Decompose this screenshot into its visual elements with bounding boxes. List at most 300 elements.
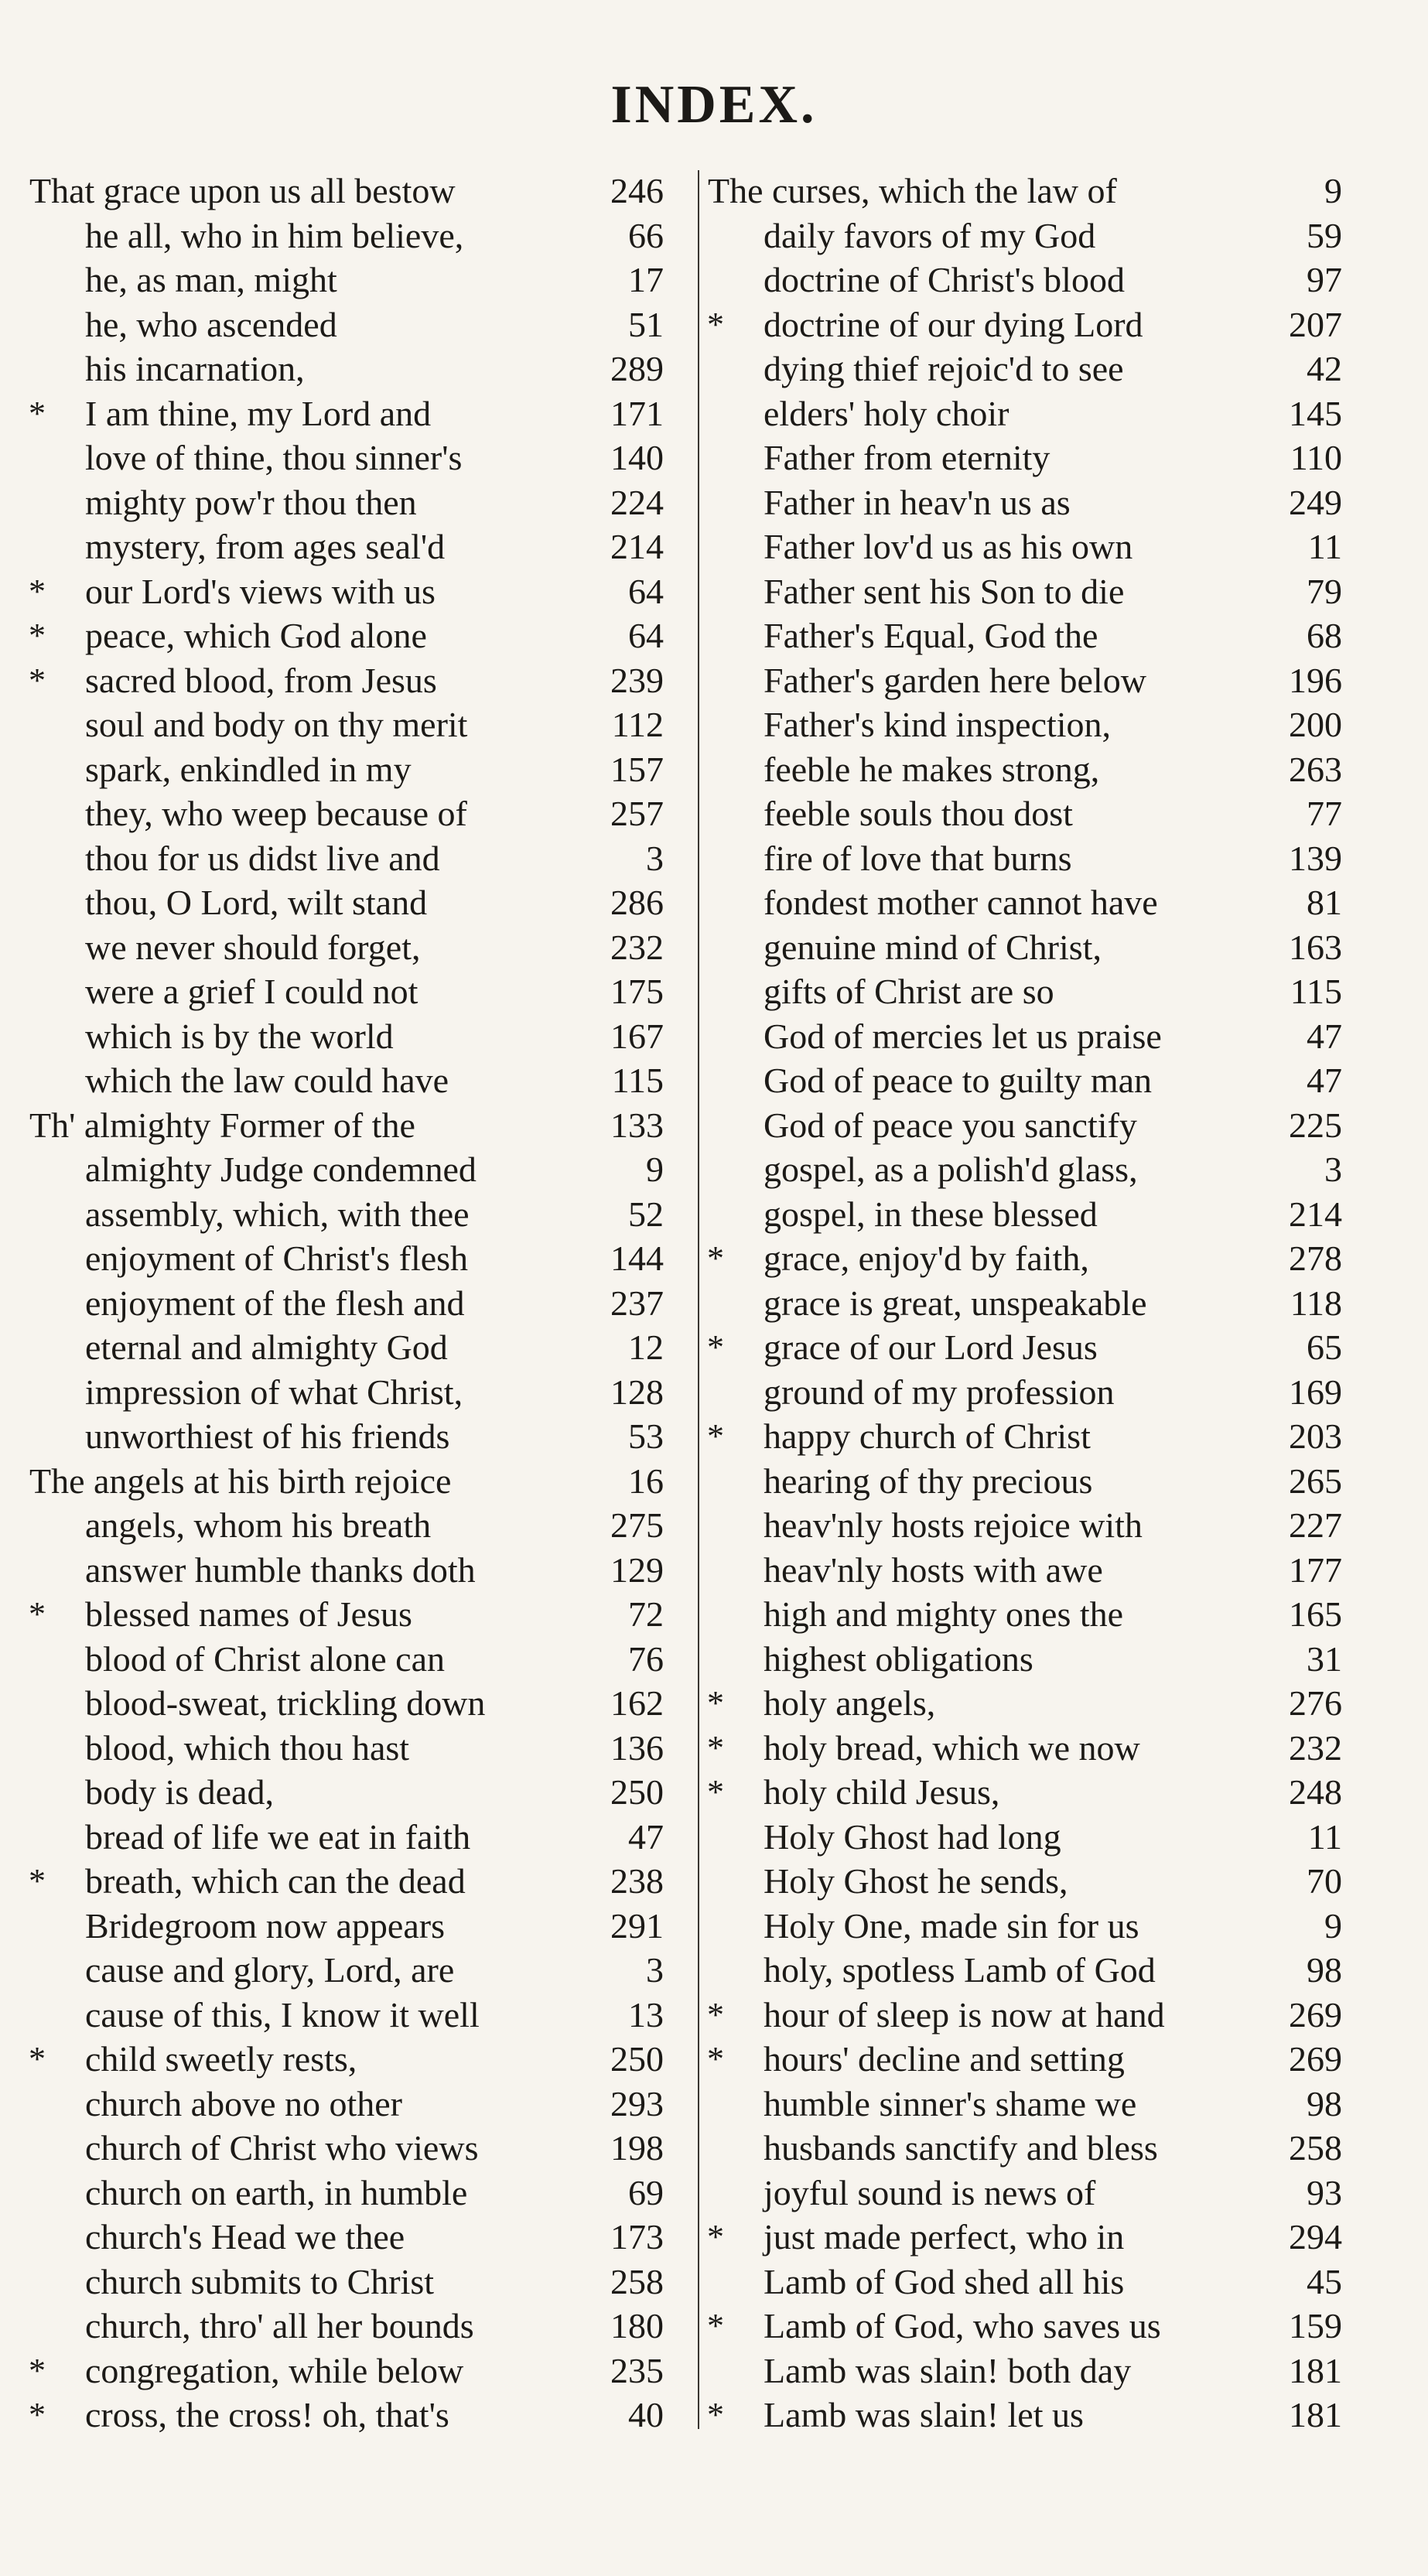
- first-line-text: eternal and almighty God: [85, 1327, 448, 1367]
- index-entry: [700, 1281, 1342, 1326]
- first-line-text: holy bread, which we now: [764, 1727, 1140, 1768]
- index-entry: [700, 791, 1342, 836]
- first-line-text: highest obligations: [764, 1638, 1033, 1679]
- first-line-text: hearing of thy precious: [764, 1461, 1093, 1501]
- first-line-text: were a grief I could not: [85, 972, 418, 1011]
- asterisk-marker: *: [707, 1728, 724, 1767]
- first-line-text: he, as man, might: [85, 260, 337, 299]
- index-entry: [22, 925, 664, 970]
- index-entry: [22, 1770, 664, 1815]
- first-line-text: grace is great, unspeakable: [764, 1283, 1147, 1323]
- first-line-text: just made perfect, who in: [764, 2217, 1125, 2257]
- page-number: 97: [1307, 260, 1342, 299]
- first-line-text: assembly, which, with thee: [85, 1194, 470, 1234]
- first-line-text: thou for us didst live and: [85, 838, 440, 878]
- first-line-text: God of peace to guilty man: [764, 1061, 1153, 1100]
- page-number: 70: [1307, 1861, 1342, 1901]
- asterisk-marker: *: [29, 661, 46, 699]
- page-number: 139: [1289, 838, 1342, 878]
- index-entry: [22, 1859, 664, 1904]
- index-entry: [700, 258, 1342, 302]
- index-entry: [700, 2037, 1342, 2082]
- index-entry: [22, 1503, 664, 1548]
- index-entry: [700, 1503, 1342, 1548]
- first-line-text: blood-sweat, trickling down: [85, 1683, 486, 1723]
- index-entry: [22, 2215, 664, 2260]
- index-entry: [700, 2171, 1342, 2216]
- asterisk-marker: *: [29, 617, 46, 654]
- first-line-text: Lamb was slain! let us: [764, 2395, 1084, 2434]
- page-number: 177: [1289, 1549, 1342, 1590]
- first-line-text: our Lord's views with us: [85, 571, 436, 611]
- first-line-text: blood, which thou hast: [85, 1727, 410, 1768]
- index-entry: [22, 436, 664, 480]
- index-entry: [22, 302, 664, 347]
- index-entry: [700, 747, 1342, 792]
- index-entry: [22, 1058, 664, 1103]
- index-entry: [700, 1370, 1342, 1415]
- page-number: 214: [610, 527, 664, 566]
- page-number: 276: [1289, 1683, 1342, 1723]
- first-line-text: enjoyment of Christ's flesh: [85, 1238, 469, 1278]
- index-entry: [700, 2349, 1342, 2393]
- page-number: 59: [1307, 215, 1342, 255]
- index-entry: [22, 1370, 664, 1415]
- page-number: 269: [1289, 2039, 1342, 2079]
- page-number: 263: [1289, 749, 1342, 789]
- page-number: 81: [1307, 883, 1342, 922]
- index-entry: [22, 1592, 664, 1637]
- index-entry: [22, 880, 664, 925]
- first-line-text: hour of sleep is now at hand: [764, 1994, 1165, 2034]
- index-entry: [700, 347, 1342, 391]
- first-line-text: peace, which God alone: [85, 616, 427, 655]
- first-line-text: fondest mother cannot have: [764, 883, 1158, 922]
- first-line-text: body is dead,: [85, 1772, 275, 1812]
- asterisk-marker: *: [29, 2396, 46, 2434]
- index-entry: [700, 2126, 1342, 2171]
- asterisk-marker: *: [707, 1773, 724, 1811]
- page-number: 47: [1307, 1061, 1342, 1100]
- first-line-text: joyful sound is news of: [764, 2172, 1096, 2212]
- page-number: 286: [610, 883, 664, 922]
- page-number: 47: [628, 1816, 664, 1857]
- first-line-text: Father from eternity: [764, 438, 1051, 477]
- first-line-text: mighty pow'r thou then: [85, 482, 417, 522]
- page-number: 112: [611, 705, 664, 744]
- first-line-text: love of thine, thou sinner's: [85, 438, 463, 477]
- page-number: 64: [628, 616, 664, 655]
- index-entry: [22, 2393, 664, 2438]
- index-entry: [700, 1459, 1342, 1504]
- page-number: 11: [1307, 1816, 1342, 1857]
- index-entry: [700, 1726, 1342, 1771]
- index-entry: [700, 1548, 1342, 1593]
- index-entry: [22, 1325, 664, 1370]
- index-entry: [22, 1236, 664, 1281]
- index-entry: [22, 1948, 664, 1993]
- first-line-text: holy angels,: [764, 1683, 936, 1723]
- first-line-text: grace, enjoy'd by faith,: [764, 1238, 1089, 1278]
- page-number: 17: [628, 260, 664, 299]
- index-entry: [22, 747, 664, 792]
- page-number: 157: [610, 749, 664, 789]
- page-number: 79: [1307, 571, 1342, 611]
- first-line-text: genuine mind of Christ,: [764, 927, 1102, 967]
- index-entry: [22, 569, 664, 614]
- first-line-text: church's Head we thee: [85, 2217, 405, 2257]
- index-entry: [22, 391, 664, 436]
- index-entry: [22, 613, 664, 658]
- first-line-text: which the law could have: [85, 1061, 449, 1100]
- first-line-text: doctrine of our dying Lord: [764, 304, 1143, 344]
- page-number: 167: [610, 1016, 664, 1056]
- page-number: 16: [628, 1461, 664, 1501]
- index-entry: [700, 1770, 1342, 1815]
- page-number: 278: [1289, 1238, 1342, 1278]
- first-line-text: Father's kind inspection,: [764, 705, 1112, 744]
- first-line-text: Holy One, made sin for us: [764, 1905, 1139, 1946]
- index-entry: [22, 2260, 664, 2304]
- index-entry: [22, 836, 664, 881]
- first-line-text: happy church of Christ: [764, 1416, 1091, 1456]
- index-entry: [700, 969, 1342, 1014]
- page-number: 69: [628, 2172, 664, 2212]
- first-line-text: holy, spotless Lamb of God: [764, 1950, 1156, 1990]
- first-line-text: Lamb was slain! both day: [764, 2350, 1132, 2390]
- asterisk-marker: *: [707, 2396, 724, 2434]
- index-entry: [700, 2082, 1342, 2127]
- first-line-text: Lamb of God shed all his: [764, 2261, 1125, 2301]
- first-line-text: Th' almighty Former of the: [29, 1105, 415, 1145]
- page-number: 42: [1307, 349, 1342, 388]
- page-number: 165: [1289, 1594, 1342, 1634]
- index-entry: [22, 1192, 664, 1237]
- first-line-text: he, who ascended: [85, 304, 337, 344]
- index-column-left: [22, 169, 664, 2438]
- page-number: 246: [610, 171, 664, 210]
- index-entry: [22, 1414, 664, 1459]
- page-number: 12: [628, 1327, 664, 1367]
- first-line-text: dying thief rejoic'd to see: [764, 349, 1124, 388]
- first-line-text: Father lov'd us as his own: [764, 527, 1133, 566]
- first-line-text: humble sinner's shame we: [764, 2083, 1137, 2123]
- index-entry: [700, 1637, 1342, 1682]
- first-line-text: husbands sanctify and bless: [764, 2128, 1158, 2168]
- index-entry: [700, 1192, 1342, 1237]
- first-line-text: gospel, as a polish'd glass,: [764, 1150, 1138, 1189]
- asterisk-marker: *: [29, 1862, 46, 1900]
- index-entry: [700, 480, 1342, 525]
- page-number: 227: [1289, 1505, 1342, 1545]
- page-number: 66: [628, 215, 664, 255]
- index-entry: [22, 791, 664, 836]
- first-line-text: church on earth, in humble: [85, 2172, 468, 2212]
- first-line-text: congregation, while below: [85, 2350, 464, 2390]
- page-number: 196: [1289, 660, 1342, 700]
- page-number: 31: [1307, 1638, 1342, 1679]
- index-entry: [22, 702, 664, 747]
- first-line-text: spark, enkindled in my: [85, 749, 412, 789]
- index-entry: [22, 969, 664, 1014]
- first-line-text: Holy Ghost he sends,: [764, 1861, 1068, 1901]
- index-entry: [22, 1103, 664, 1148]
- index-entry: [22, 1726, 664, 1771]
- page-number: 257: [610, 794, 664, 833]
- index-entry: [22, 1637, 664, 1682]
- index-entry: [700, 1103, 1342, 1148]
- first-line-text: elders' holy choir: [764, 393, 1010, 433]
- index-entry: [700, 569, 1342, 614]
- first-line-text: heav'nly hosts rejoice with: [764, 1505, 1143, 1545]
- index-entry: [22, 2304, 664, 2349]
- first-line-text: he all, who in him believe,: [85, 215, 464, 255]
- asterisk-marker: *: [707, 2040, 724, 2078]
- first-line-text: cause and glory, Lord, are: [85, 1950, 455, 1990]
- index-entry: [22, 1147, 664, 1192]
- index-entry: [22, 258, 664, 302]
- index-entry: [22, 2082, 664, 2127]
- page-number: 249: [1289, 482, 1342, 522]
- index-entry: [700, 2260, 1342, 2304]
- first-line-text: blood of Christ alone can: [85, 1638, 446, 1679]
- index-entry: [700, 1014, 1342, 1059]
- page-number: 98: [1307, 1950, 1342, 1990]
- first-line-text: church above no other: [85, 2083, 403, 2123]
- page-number: 98: [1307, 2083, 1342, 2123]
- page-number: 115: [1290, 972, 1342, 1011]
- first-line-text: That grace upon us all bestow: [29, 171, 456, 210]
- page-number: 68: [1307, 616, 1342, 655]
- page-number: 173: [610, 2217, 664, 2257]
- first-line-text: answer humble thanks doth: [85, 1549, 476, 1590]
- asterisk-marker: *: [707, 1328, 724, 1366]
- first-line-text: unworthiest of his friends: [85, 1416, 450, 1456]
- index-entry: [700, 1147, 1342, 1192]
- asterisk-marker: *: [29, 1595, 46, 1633]
- page-number: 258: [610, 2261, 664, 2301]
- asterisk-marker: *: [707, 1417, 724, 1455]
- index-column-right: [700, 169, 1342, 2438]
- index-entry: [700, 524, 1342, 569]
- first-line-text: which is by the world: [85, 1016, 394, 1056]
- page-number: 77: [1307, 794, 1342, 833]
- page-number: 235: [610, 2350, 664, 2390]
- first-line-text: feeble souls thou dost: [764, 794, 1073, 833]
- page-number: 214: [1289, 1194, 1342, 1234]
- first-line-text: cause of this, I know it well: [85, 1994, 480, 2034]
- page-number: 207: [1289, 304, 1342, 344]
- first-line-text: impression of what Christ,: [85, 1372, 463, 1412]
- asterisk-marker: *: [707, 1684, 724, 1722]
- page-number: 180: [610, 2306, 664, 2345]
- index-entry: [700, 1681, 1342, 1726]
- index-entry: [22, 1681, 664, 1726]
- page-number: 110: [1290, 438, 1342, 477]
- first-line-text: cross, the cross! oh, that's: [85, 2395, 449, 2434]
- page-number: 265: [1289, 1461, 1342, 1501]
- first-line-text: holy child Jesus,: [764, 1772, 1000, 1812]
- first-line-text: we never should forget,: [85, 927, 421, 967]
- index-entry: [700, 1592, 1342, 1637]
- page-number: 163: [1289, 927, 1342, 967]
- index-entry: [22, 1815, 664, 1860]
- index-entry: [700, 1948, 1342, 1993]
- page-number: 145: [1289, 393, 1342, 433]
- index-entry: [700, 2393, 1342, 2438]
- page-number: 76: [628, 1638, 664, 1679]
- index-entry: [22, 480, 664, 525]
- index-entry: [700, 2304, 1342, 2349]
- first-line-text: Holy Ghost had long: [764, 1816, 1061, 1857]
- page-number: 53: [628, 1416, 664, 1456]
- first-line-text: The curses, which the law of: [708, 171, 1117, 210]
- index-entry: [22, 169, 664, 214]
- page-number: 136: [610, 1727, 664, 1768]
- page-number: 47: [1307, 1016, 1342, 1056]
- index-entry: [700, 1904, 1342, 1949]
- page-number: 237: [610, 1283, 664, 1323]
- page-number: 13: [628, 1994, 664, 2034]
- index-entry: [22, 214, 664, 258]
- page-number: 232: [610, 927, 664, 967]
- first-line-text: high and mighty ones the: [764, 1594, 1124, 1634]
- index-entry: [22, 347, 664, 391]
- index-entry: [700, 2215, 1342, 2260]
- index-entry: [700, 1414, 1342, 1459]
- first-line-text: blessed names of Jesus: [85, 1594, 412, 1634]
- index-entry: [22, 524, 664, 569]
- first-line-text: gospel, in these blessed: [764, 1194, 1098, 1234]
- page-number: 140: [610, 438, 664, 477]
- page-number: 250: [610, 2039, 664, 2079]
- column-divider: [698, 170, 699, 2429]
- page-number: 289: [610, 349, 664, 388]
- page-number: 224: [610, 482, 664, 522]
- page-number: 9: [1324, 1905, 1342, 1946]
- index-entry: [700, 1993, 1342, 2038]
- page-number: 129: [610, 1549, 664, 1590]
- first-line-text: soul and body on thy merit: [85, 705, 468, 744]
- first-line-text: sacred blood, from Jesus: [85, 660, 437, 700]
- page-number: 128: [610, 1372, 664, 1412]
- first-line-text: The angels at his birth rejoice: [29, 1461, 452, 1501]
- first-line-text: church submits to Christ: [85, 2261, 435, 2301]
- first-line-text: fire of love that burns: [764, 838, 1072, 878]
- first-line-text: gifts of Christ are so: [764, 972, 1054, 1011]
- page-number: 269: [1289, 1994, 1342, 2034]
- first-line-text: ground of my profession: [764, 1372, 1115, 1412]
- first-line-text: breath, which can the dead: [85, 1861, 466, 1901]
- page-number: 171: [610, 393, 664, 433]
- page-number: 181: [1289, 2350, 1342, 2390]
- first-line-text: mystery, from ages seal'd: [85, 527, 446, 566]
- index-entry: [700, 702, 1342, 747]
- index-entry: [22, 1548, 664, 1593]
- page-number: 258: [1289, 2128, 1342, 2168]
- first-line-text: doctrine of Christ's blood: [764, 260, 1125, 299]
- page-heading: INDEX.: [610, 75, 818, 135]
- first-line-text: church of Christ who views: [85, 2128, 479, 2168]
- page-number: 64: [628, 571, 664, 611]
- asterisk-marker: *: [707, 1995, 724, 2034]
- index-entry: [22, 1904, 664, 1949]
- first-line-text: almighty Judge condemned: [85, 1150, 477, 1189]
- page-number: 238: [610, 1861, 664, 1901]
- first-line-text: bread of life we eat in faith: [85, 1816, 471, 1857]
- page-number: 169: [1289, 1372, 1342, 1412]
- page-number: 250: [610, 1772, 664, 1812]
- asterisk-marker: *: [29, 394, 46, 432]
- index-entry: [700, 214, 1342, 258]
- asterisk-marker: *: [707, 1239, 724, 1277]
- first-line-text: church, thro' all her bounds: [85, 2306, 474, 2345]
- index-entry: [700, 836, 1342, 881]
- first-line-text: daily favors of my God: [764, 215, 1096, 255]
- first-line-text: God of mercies let us praise: [764, 1016, 1162, 1056]
- page-number: 181: [1289, 2395, 1342, 2434]
- page-number: 9: [1324, 171, 1342, 210]
- page-number: 65: [1307, 1327, 1342, 1367]
- index-entry: [700, 925, 1342, 970]
- first-line-text: Bridegroom now appears: [85, 1905, 445, 1946]
- first-line-text: child sweetly rests,: [85, 2039, 357, 2079]
- page-number: 115: [611, 1061, 664, 1100]
- first-line-text: feeble he makes strong,: [764, 749, 1100, 789]
- page-number: 51: [628, 304, 664, 344]
- index-entry: [700, 1236, 1342, 1281]
- index-entry: [700, 1325, 1342, 1370]
- first-line-text: enjoyment of the flesh and: [85, 1283, 465, 1323]
- first-line-text: Lamb of God, who saves us: [764, 2306, 1161, 2345]
- asterisk-marker: *: [29, 572, 46, 610]
- page-number: 294: [1289, 2217, 1342, 2257]
- first-line-text: they, who weep because of: [85, 794, 467, 833]
- page-number: 52: [628, 1194, 664, 1234]
- page-number: 293: [610, 2083, 664, 2123]
- asterisk-marker: *: [707, 305, 724, 343]
- first-line-text: angels, whom his breath: [85, 1505, 432, 1545]
- first-line-text: God of peace you sanctify: [764, 1105, 1137, 1145]
- index-entry: [22, 1459, 664, 1504]
- index-entry: [700, 169, 1342, 214]
- index-entry: [22, 2349, 664, 2393]
- index-entry: [700, 1859, 1342, 1904]
- page-number: 93: [1307, 2172, 1342, 2212]
- asterisk-marker: *: [707, 2218, 724, 2256]
- first-line-text: heav'nly hosts with awe: [764, 1549, 1103, 1590]
- index-entry: [22, 1993, 664, 2038]
- index-entry: [700, 880, 1342, 925]
- first-line-text: Father sent his Son to die: [764, 571, 1125, 611]
- page-number: 3: [646, 838, 664, 878]
- asterisk-marker: *: [707, 2307, 724, 2345]
- index-entry: [22, 2037, 664, 2082]
- page-number: 144: [610, 1238, 664, 1278]
- page-number: 3: [1324, 1150, 1342, 1189]
- page-number: 203: [1289, 1416, 1342, 1456]
- index-entry: [22, 658, 664, 703]
- index-entry: [700, 1815, 1342, 1860]
- asterisk-marker: *: [29, 2351, 46, 2390]
- index-entry: [700, 613, 1342, 658]
- page-number: 225: [1289, 1105, 1342, 1145]
- page-number: 200: [1289, 705, 1342, 744]
- asterisk-marker: *: [29, 2040, 46, 2078]
- page-number: 9: [646, 1150, 664, 1189]
- page-number: 133: [610, 1105, 664, 1145]
- first-line-text: his incarnation,: [85, 349, 305, 388]
